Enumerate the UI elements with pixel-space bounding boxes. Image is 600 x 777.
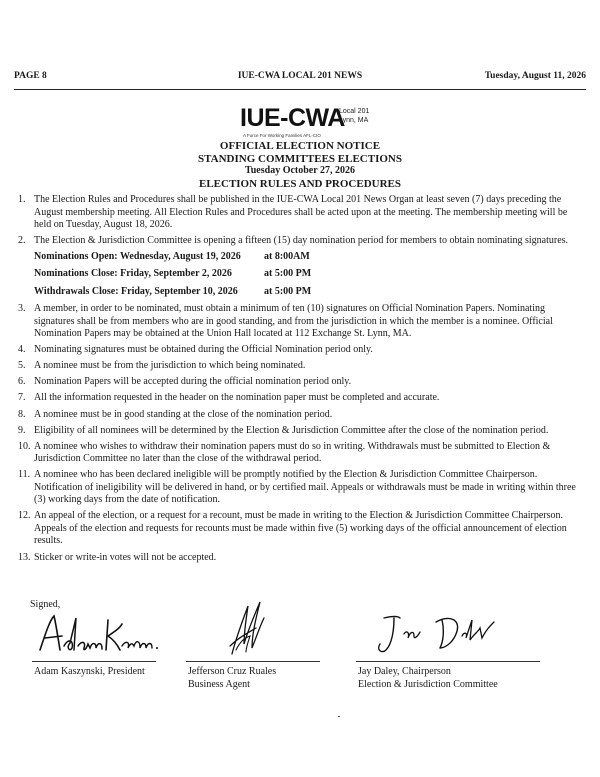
signature-1-handwriting bbox=[34, 610, 164, 656]
signature-3-line bbox=[356, 661, 540, 662]
logo-tagline: A Force For Working Families AFL-CIO bbox=[243, 133, 321, 138]
list-item: 12. An appeal of the election, or a request for a recount, must be made in writing to the Election & Jurisdiction Committee Chairperson. Appeals of the election and requests for recounts must be made within five (5) working days of the official announcement of election results. bbox=[18, 510, 567, 547]
stray-mark bbox=[338, 716, 340, 717]
signer-3-name: Jay Daley, Chairperson bbox=[358, 666, 451, 677]
signed-label: Signed, bbox=[30, 599, 61, 610]
issue-date: Tuesday, August 11, 2026 bbox=[484, 71, 586, 81]
signature-2-handwriting bbox=[222, 598, 272, 658]
signer-2-name: Jefferson Cruz Ruales bbox=[188, 666, 277, 677]
signature-1-line bbox=[32, 661, 156, 662]
signature-1-caption bbox=[34, 665, 145, 678]
rules-heading: ELECTION RULES AND PROCEDURES bbox=[198, 177, 401, 190]
list-item: 9. Eligibility of all nominees will be determined by the Election & Jurisdiction Committee after the close of the nomination period. bbox=[18, 424, 549, 436]
notice-title: OFFICIAL ELECTION NOTICE bbox=[219, 140, 381, 152]
schedule-row: Nominations Open: Wednesday, August 19, 2026 at 8:00AM bbox=[34, 250, 310, 262]
signer-2-title: Business Agent bbox=[188, 679, 250, 690]
list-item: 4. Nominating signatures must be obtained during the Official Nomination period only. bbox=[18, 344, 373, 356]
schedule-row: Nominations Close: Friday, September 2, 2026 at 5:00 PM bbox=[34, 268, 312, 280]
list-item: 6. Nomination Papers will be accepted during the official nomination period only. bbox=[18, 376, 352, 388]
notice-subtitle: STANDING COMMITTEES ELECTIONS bbox=[198, 152, 402, 165]
logo-wordmark: IUE-CWA bbox=[240, 104, 345, 132]
signer-1-name: Adam Kaszynski, President bbox=[34, 666, 145, 677]
list-item: 10. A nominee who wishes to withdraw their nomination papers must do so in writing. Withdrawals must be submitted to Election & Jurisdiction Committee no later than the close of the withdrawal period. bbox=[18, 440, 551, 465]
signature-3-handwriting bbox=[370, 610, 500, 656]
schedule-row: Withdrawals Close: Friday, September 10, 2026 at 5:00 PM bbox=[34, 285, 312, 297]
logo-local: Local 201 Lynn, MA bbox=[339, 108, 370, 124]
election-date: Tuesday October 27, 2026 bbox=[244, 165, 355, 177]
list-item: 7. All the information requested in the header on the nomination paper must be completed and accurate. bbox=[18, 392, 440, 404]
list-item: 2. The Election & Jurisdiction Committee is opening a fifteen (15) day nomination period for members to obtain nominating signatures. Nominations Open: Wednesday, August 19, 2026 at 8:00AM Nominations Close: Friday, September 2, 2026 at 5:00 PM Withdrawals Close: Friday, September 10, 2026 at 5:00 PM bbox=[18, 235, 584, 298]
rules-list bbox=[18, 194, 584, 568]
notice-titles bbox=[0, 140, 600, 190]
list-item: 11. A nominee who has been declared ineligible will be promptly notified by the Election & Jurisdiction Committee Chairperson. Notification of ineligibility will be delivered in hand, or by certified mail. Appeals or withdrawals must be made in writing within three (3) working days from the date of notification. bbox=[18, 469, 576, 506]
page-number: PAGE 8 bbox=[14, 71, 47, 81]
header-rule bbox=[14, 89, 586, 90]
list-item: 8. A nominee must be in good standing at the close of the nomination period. bbox=[18, 408, 333, 420]
newspaper-title: IUE-CWA LOCAL 201 NEWS bbox=[237, 71, 363, 81]
list-item: 3. A member, in order to be nominated, must obtain a minimum of ten (10) signatures on Official Nomination Papers. Nominating signatures shall be from members who are in good standing, and from the jurisdiction in which the member is a nominee. Official Nomination Papers may be obtained at the Union Hall located at 112 Exchange St. Lynn, MA. bbox=[18, 303, 553, 340]
union-logo bbox=[0, 104, 600, 144]
signature-3-caption bbox=[358, 665, 498, 691]
signature-2-caption bbox=[188, 665, 276, 691]
page-header bbox=[14, 71, 586, 85]
signature-2-line bbox=[186, 661, 320, 662]
signer-3-title: Election & Jurisdiction Committee bbox=[358, 679, 498, 690]
list-item: 13. Sticker or write-in votes will not be accepted. bbox=[18, 551, 217, 563]
list-item: 1. The Election Rules and Procedures shall be published in the IUE-CWA Local 201 News Organ at least seven (7) days preceding the August membership meeting. All Election Rules and Procedures shall be acted upon at the meeting. The membership meeting will be held on Tuesday, August 18, 2026. bbox=[18, 194, 568, 230]
nomination-schedule bbox=[34, 251, 584, 299]
list-item: 5. A nominee must be from the jurisdiction to which being nominated. bbox=[18, 360, 306, 372]
signature-block bbox=[0, 598, 600, 708]
